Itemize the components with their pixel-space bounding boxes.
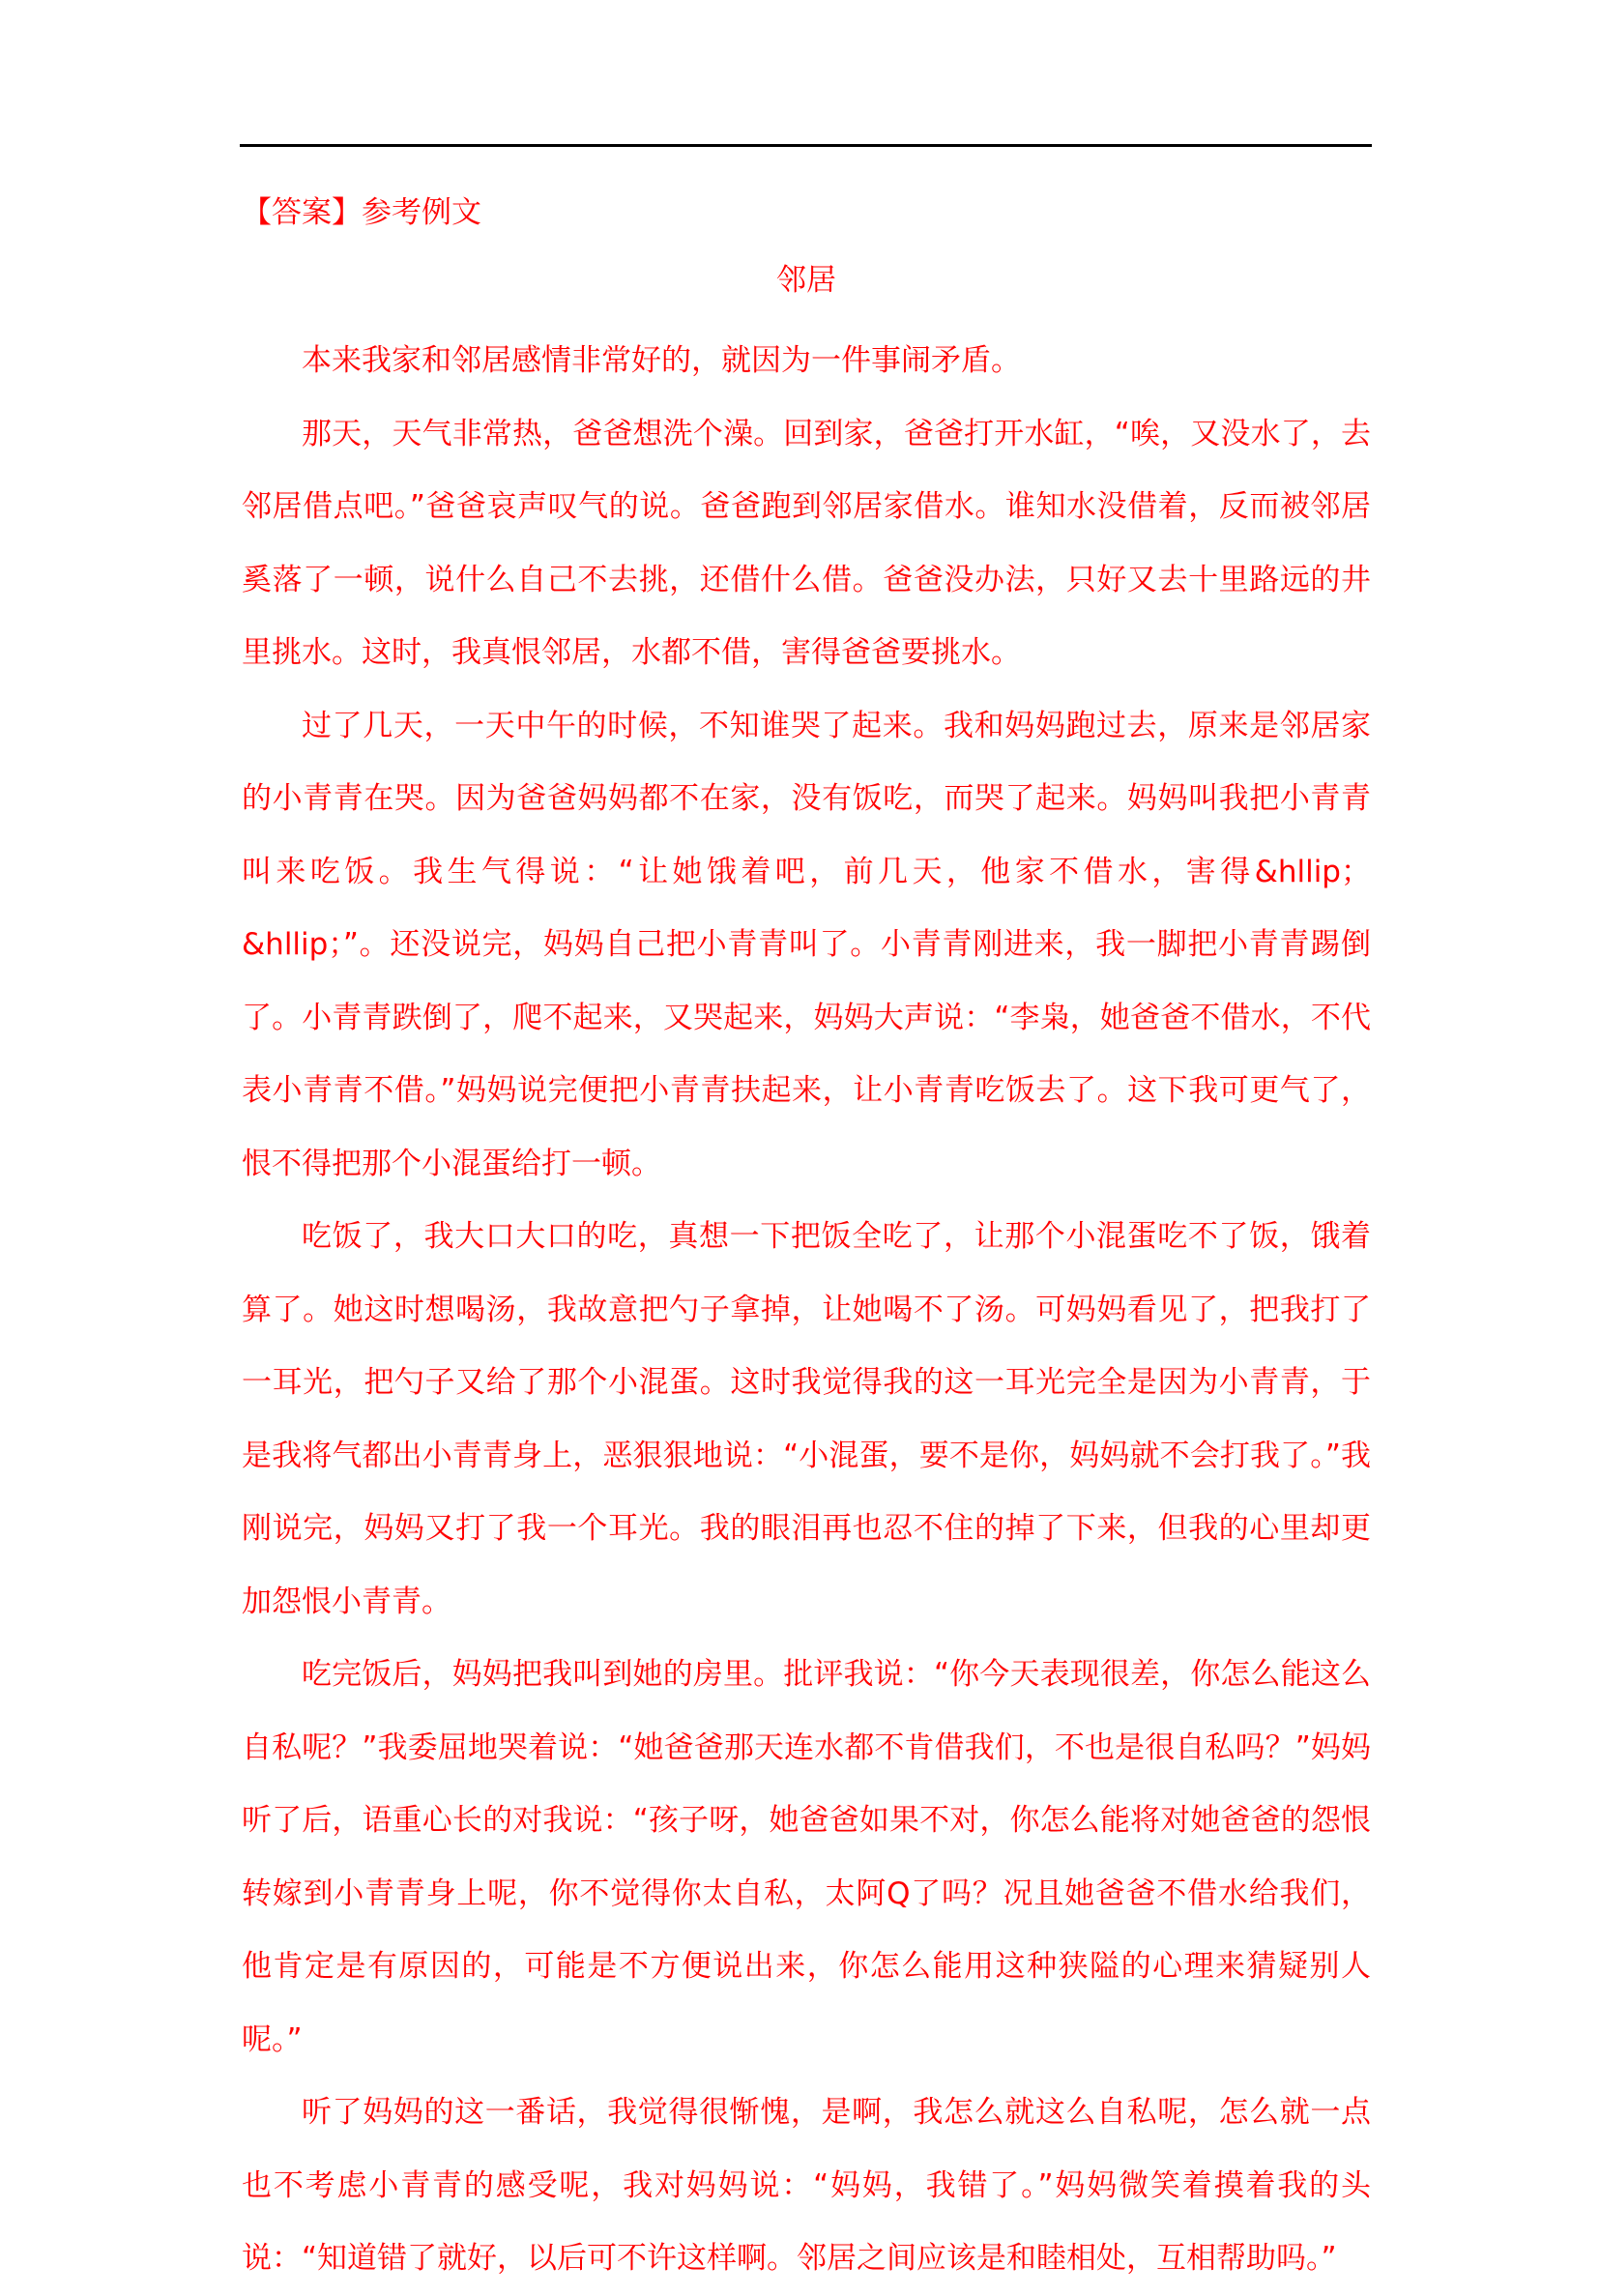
essay-paragraph-3: 过了几天，一天中午的时候，不知谁哭了起来。我和妈妈跑过去，原来是邻居家的小青青在哭。因为爸爸妈妈都不在家，没有饭吃，而哭了起来。妈妈叫我把小青青叫来吃饭。我生气得说：“让她饿着吧，前几天，他家不借水，害得&hllip；&hllip；”。还没说完，妈妈自己把小青青叫了。小青青刚进来，我一脚把小青青踢倒了。小青青跌倒了，爬不起来，又哭起来，妈妈大声说：“李枭，她爸爸不借水，不代表小青青不借。”妈妈说完便把小青青扶起来，让小青青吃饭去了。这下我可更气了，恨不得把那个小混蛋给打一顿。 [242,708,1371,1181]
essay-paragraph-4: 吃饭了，我大口大口的吃，真想一下把饭全吃了，让那个小混蛋吃不了饭，饿着算了。她这时想喝汤，我故意把勺子拿掉，让她喝不了汤。可妈妈看见了，把我打了一耳光，把勺子又给了那个小混蛋。这时我觉得我的这一耳光完全是因为小青青，于是我将气都出小青青身上，恶狠狠地说：“小混蛋，要不是你，妈妈就不会打我了。”我刚说完，妈妈又打了我一个耳光。我的眼泪再也忍不住的掉了下来，但我的心里却更加怨恨小青青。 [242,1219,1371,1619]
essay-paragraph-6: 听了妈妈的这一番话，我觉得很惭愧，是啊，我怎么就这么自私呢，怎么就一点也不考虑小青青的感受呢，我对妈妈说：“妈妈，我错了。”妈妈微笑着摸着我的头说：“知道错了就好，以后可不许这样啊。邻居之间应该是和睦相处，互相帮助吗。” [242,2095,1371,2276]
essay-title: 邻居 [776,263,836,298]
page-content [242,189,1371,2296]
header-rule [240,144,1372,147]
essay-paragraph-1: 本来我家和邻居感情非常好的，就因为一件事闹矛盾。 [302,343,1021,378]
answer-label: 【答案】参考例文 [242,195,481,230]
essay-paragraph-5: 吃完饭后，妈妈把我叫到她的房里。批评我说：“你今天表现很差，你怎么能这么自私呢？”我委屈地哭着说：“她爸爸那天连水都不肯借我们，不也是很自私吗？”妈妈听了后，语重心长的对我说：“孩子呀，她爸爸如果不对，你怎么能将对她爸爸的怨恨转嫁到小青青身上呢，你不觉得你太自私，太阿Q了吗？况且她爸爸不借水给我们，他肯定是有原因的，可能是不方便说出来，你怎么能用这种狭隘的心理来猜疑别人呢。” [242,1657,1371,2057]
essay-paragraph-2: 那天，天气非常热，爸爸想洗个澡。回到家，爸爸打开水缸，“唉，又没水了，去邻居借点吧。”爸爸哀声叹气的说。爸爸跑到邻居家借水。谁知水没借着，反而被邻居奚落了一顿，说什么自己不去挑，还借什么借。爸爸没办法，只好又去十里路远的井里挑水。这时，我真恨邻居，水都不借，害得爸爸要挑水。 [242,416,1371,670]
